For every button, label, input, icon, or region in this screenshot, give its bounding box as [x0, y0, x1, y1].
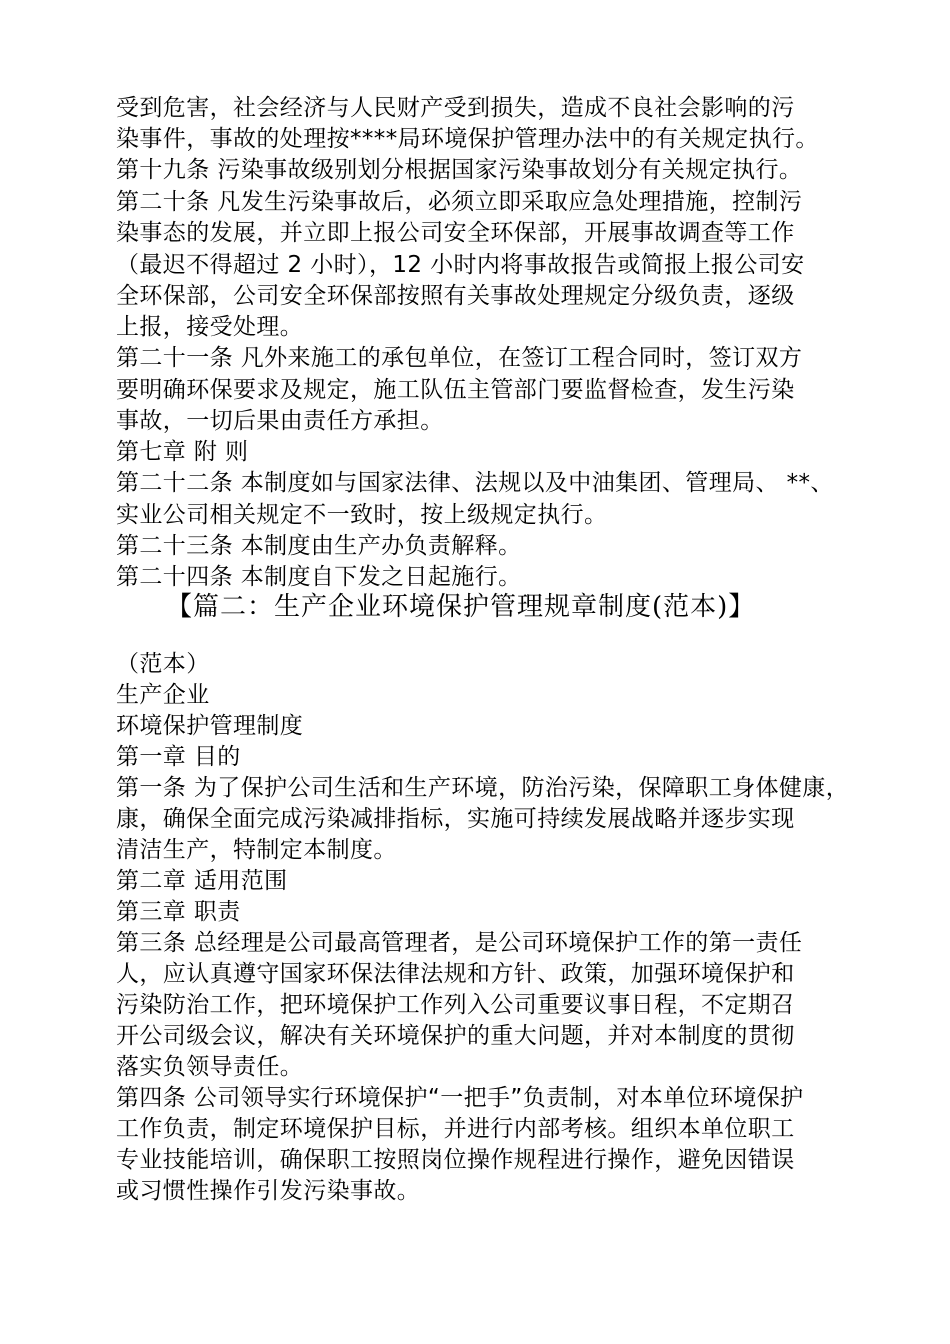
- text-line: 生产企业: [116, 682, 210, 708]
- text-line: 落实负领导责任。: [116, 1054, 304, 1080]
- text-line: （最迟不得超过 2 小时），12 小时内将事故报告或简报上报公司安: [116, 252, 805, 278]
- chapter-heading: 第七章 附 则: [116, 439, 249, 465]
- chapter-heading: 第二章 适用范围: [116, 868, 288, 894]
- chapter-heading: 第三章 职责: [116, 899, 241, 925]
- text-line: 开公司级会议，解决有关环境保护的重大问题，并对本制度的贯彻: [116, 1023, 795, 1049]
- text-line: 事故，一切后果由责任方承担。: [116, 408, 444, 434]
- text-line: 第二十一条 凡外来施工的承包单位，在签订工程合同时，签订双方: [116, 345, 803, 371]
- text-line: 第二十条 凡发生污染事故后，必须立即采取应急处理措施，控制污: [116, 189, 803, 215]
- text-line: （范本）: [116, 651, 210, 677]
- text-line: 工作负责，制定环境保护目标，并进行内部考核。组织本单位职工: [116, 1116, 795, 1142]
- text-line: 要明确环保要求及规定，施工队伍主管部门要监督检查，发生污染: [116, 377, 795, 403]
- text-line: 上报，接受处理。: [116, 314, 304, 340]
- text-line: 或习惯性操作引发污染事故。: [116, 1178, 421, 1204]
- text-line: 受到危害，社会经济与人民财产受到损失，造成不良社会影响的污: [116, 95, 795, 121]
- text-line: 染事态的发展，并立即上报公司安全环保部，开展事故调查等工作: [116, 220, 795, 246]
- text-line: 第二十二条 本制度如与国家法律、法规以及中油集团、管理局、 **、: [116, 470, 834, 496]
- text-line: 全环保部，公司安全环保部按照有关事故处理规定分级负责，逐级: [116, 283, 795, 309]
- text-line: 染事件，事故的处理按****局环境保护管理办法中的有关规定执行。: [116, 126, 819, 152]
- chapter-heading: 第一章 目的: [116, 744, 241, 770]
- text-line: 第三条 总经理是公司最高管理者，是公司环境保护工作的第一责任: [116, 930, 803, 956]
- text-line: 第二十四条 本制度自下发之日起施行。: [116, 564, 522, 590]
- text-line: 第十九条 污染事故级别划分根据国家污染事故划分有关规定执行。: [116, 157, 803, 183]
- text-line: 康，确保全面完成污染减排指标，实施可持续发展战略并逐步实现: [116, 806, 795, 832]
- text-line: 污染防治工作，把环境保护工作列入公司重要议事日程，不定期召: [116, 992, 795, 1018]
- text-line: 第一条 为了保护公司生活和生产环境，防治污染，保障职工身体健康，: [116, 775, 850, 801]
- section-heading: 【篇二：生产企业环境保护管理规章制度(范本)】: [166, 592, 756, 622]
- text-line: 人，应认真遵守国家环保法律法规和方针、政策，加强环境保护和: [116, 961, 795, 987]
- text-line: 专业技能培训，确保职工按照岗位操作规程进行操作，避免因错误: [116, 1147, 795, 1173]
- text-line: 第二十三条 本制度由生产办负责解释。: [116, 533, 522, 559]
- text-line: 环境保护管理制度: [116, 713, 304, 739]
- text-line: 第四条 公司领导实行环境保护“一把手”负责制，对本单位环境保护: [116, 1085, 804, 1111]
- text-line: 实业公司相关规定不一致时，按上级规定执行。: [116, 502, 608, 528]
- text-line: 清洁生产，特制定本制度。: [116, 837, 397, 863]
